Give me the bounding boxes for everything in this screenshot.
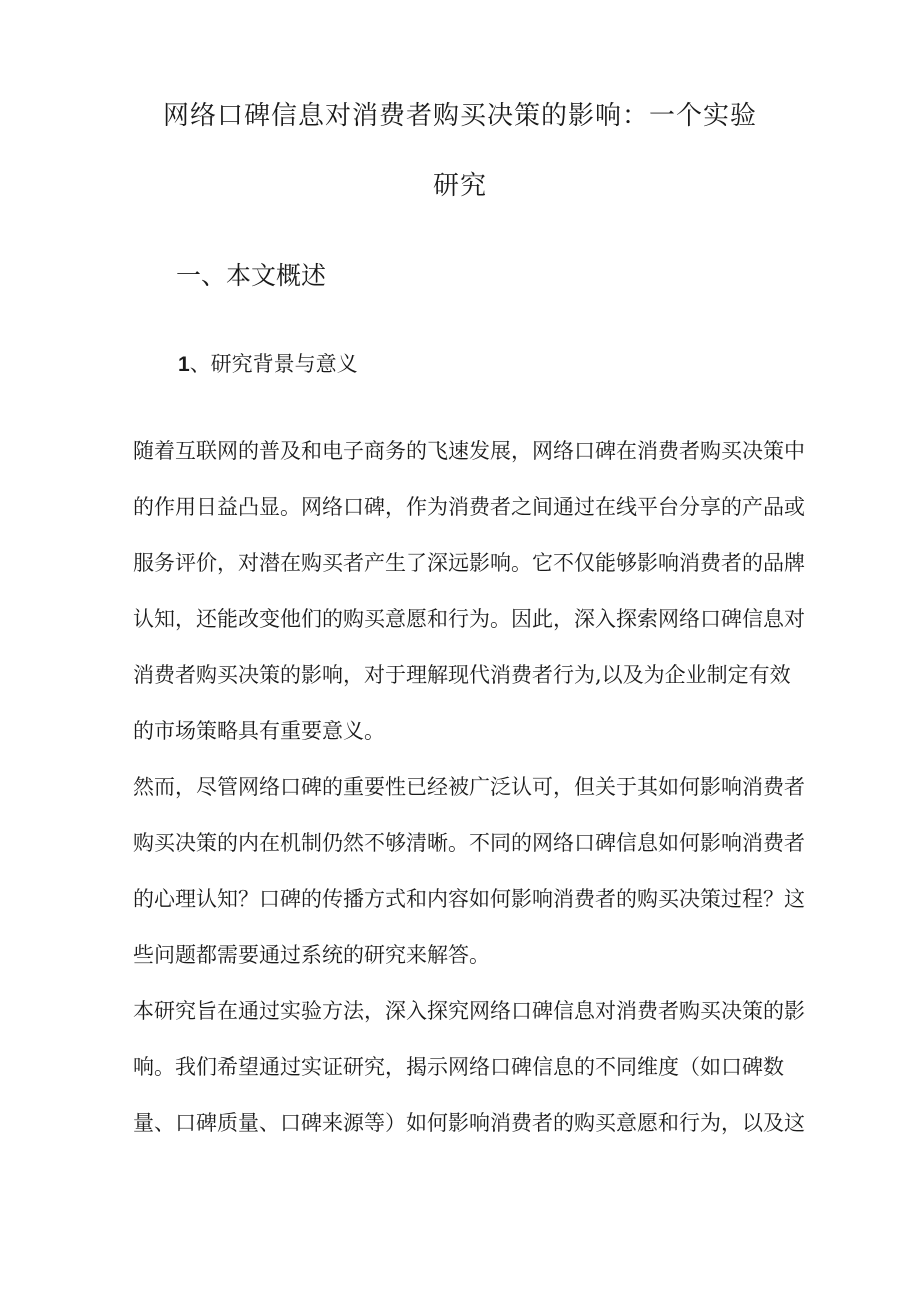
paragraph-line: 量、口碑质量、口碑来源等）如何影响消费者的购买意愿和行为，以及这 [133, 1111, 805, 1135]
document-title-line-2: 研究 [432, 171, 487, 201]
subsection-number: 1 [178, 353, 190, 376]
paragraph-3 [133, 983, 805, 1151]
paragraph-line: 服务评价，对潜在购买者产生了深远影响。它不仅能够影响消费者的品牌 [133, 551, 805, 575]
section-heading-overview: 一、本文概述 [176, 261, 327, 290]
paragraph-line: 些问题都需要通过系统的研究来解答。 [133, 943, 490, 967]
paragraph-line: 认知，还能改变他们的购买意愿和行为。因此，深入探索网络口碑信息对 [133, 607, 805, 631]
paragraph-line: 响。我们希望通过实证研究，揭示网络口碑信息的不同维度（如口碑数 [133, 1055, 784, 1079]
paragraph-line: 然而，尽管网络口碑的重要性已经被广泛认可，但关于其如何影响消费者 [133, 775, 805, 799]
paragraph-1 [133, 423, 805, 759]
paragraph-line: 的作用日益凸显。网络口碑，作为消费者之间通过在线平台分享的产品或 [133, 495, 805, 519]
subsection-heading-background [178, 350, 358, 379]
paragraph-line: 的心理认知？口碑的传播方式和内容如何影响消费者的购买决策过程？这 [133, 887, 805, 911]
paragraph-line: 随着互联网的普及和电子商务的飞速发展，网络口碑在消费者购买决策中 [133, 439, 805, 463]
subsection-title: 、研究背景与意义 [189, 352, 358, 376]
document-title-line-1: 网络口碑信息对消费者购买决策的影响：一个实验 [162, 101, 757, 131]
paragraph-line: 购买决策的内在机制仍然不够清晰。不同的网络口碑信息如何影响消费者 [133, 831, 805, 855]
paragraph-line: 本研究旨在通过实验方法，深入探究网络口碑信息对消费者购买决策的影 [133, 999, 805, 1023]
paragraph-line: 的市场策略具有重要意义。 [133, 719, 385, 743]
paragraph-2 [133, 759, 805, 983]
paragraph-line: 消费者购买决策的影响，对于理解现代消费者行为,以及为企业制定有效 [133, 663, 791, 687]
